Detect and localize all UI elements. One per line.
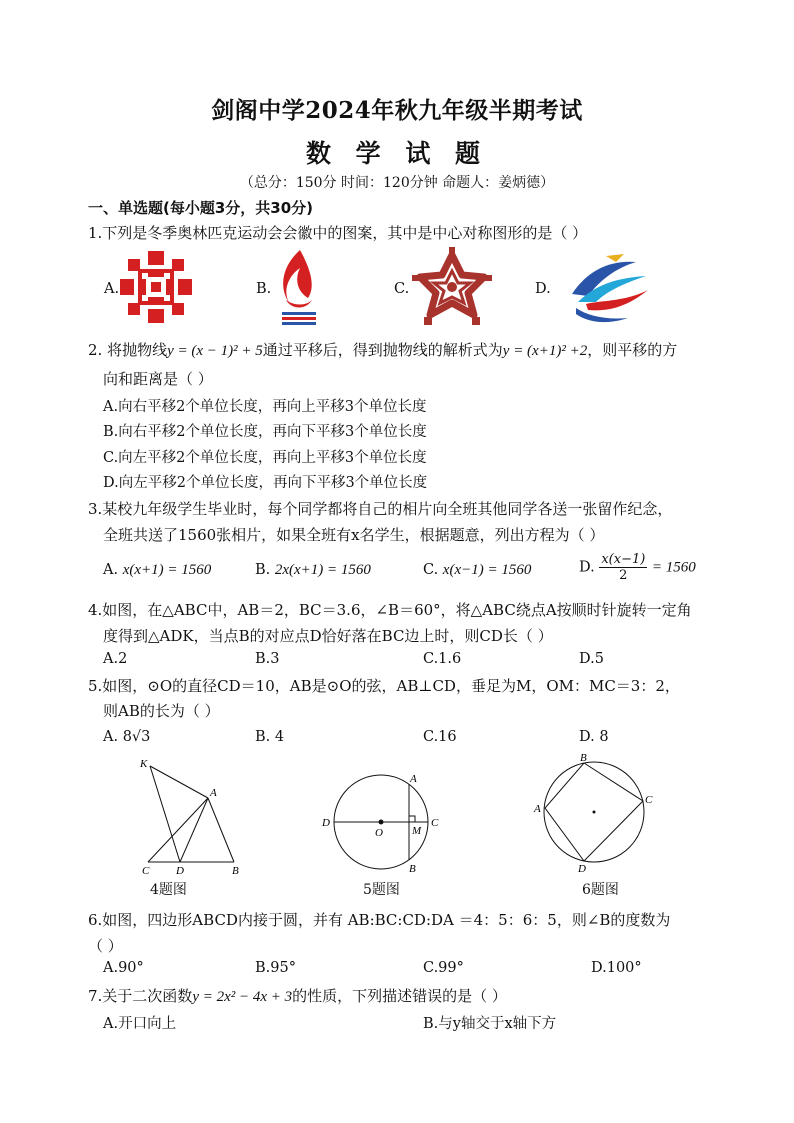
q3-option-d-fraction	[599, 552, 647, 583]
exam-title: 剑阁中学2024年秋九年级半期考试	[211, 97, 583, 124]
emblem-a-icon	[118, 249, 194, 325]
fig5-right-angle	[409, 816, 415, 822]
q3-option-d-numerator: x(x−1)	[601, 552, 646, 567]
fig5-label-a: A	[410, 773, 417, 785]
fig5-label-c: C	[431, 817, 439, 829]
fig5-label-d: D	[322, 817, 330, 829]
q1-option-c: C.	[394, 281, 410, 297]
q4-option-a: A.2	[103, 651, 128, 667]
emblem-d-icon	[566, 250, 652, 326]
q5-option-a: A. 8√3	[103, 729, 151, 745]
q1-option-d: D.	[535, 281, 551, 297]
q2-option-a: A.向右平移2个单位长度，再向上平移3个单位长度	[103, 399, 427, 415]
q6-option-a: A.90°	[103, 960, 144, 976]
fig6-label-a: A	[534, 803, 541, 815]
emblem-c-icon	[412, 247, 492, 327]
q5-option-b: B. 4	[255, 729, 285, 745]
q5-option-d: D. 8	[579, 729, 609, 745]
q1-stem: 1.下列是冬季奥林匹克运动会会徽中的图案，其中是中心对称图形的是（ ）	[88, 224, 588, 242]
exam-info: （总分：150分 时间：120分钟 命题人：姜炳德）	[239, 175, 555, 191]
fig5-label-o: O	[375, 827, 383, 839]
emblem-b-icon	[272, 248, 324, 326]
q3-option-d-denominator: 2	[619, 568, 628, 583]
q6-option-d: D.100°	[591, 960, 642, 976]
q3-option-b-label: B.	[255, 562, 271, 578]
q3-line2: 全班共送了1560张相片，如果全班有x名学生，根据题意，列出方程为（ ）	[103, 526, 605, 544]
q4-line2: 度得到△ADK，当点B的对应点D恰好落在BC边上时，则CD长（ ）	[103, 627, 553, 645]
q1-option-a: A.	[104, 281, 120, 297]
q2-option-c: C.向左平移2个单位长度，再向上平移3个单位长度	[103, 450, 427, 466]
q3-option-b	[255, 562, 371, 579]
q3-option-d-rhs: = 1560	[651, 559, 696, 576]
fig6-label-b: B	[580, 752, 587, 764]
q7-option-b: B.与y轴交于x轴下方	[423, 1016, 557, 1032]
fig5-label-b: B	[409, 863, 416, 875]
q3-option-c	[423, 562, 531, 579]
q7-stem-end: 的性质，下列描述错误的是（ ）	[292, 987, 507, 1005]
q6-option-c: C.99°	[423, 960, 464, 976]
fig4-label-d: D	[176, 865, 184, 877]
figure-6-diagram	[528, 752, 658, 876]
fig5-label-m: M	[412, 825, 422, 837]
section-title: 一、单选题(每小题3分，共30分)	[88, 199, 314, 217]
q5-line1: 5.如图，⊙O的直径CD＝10，AB是⊙O的弦，AB⊥CD，垂足为M，OM：MC＝3：2，	[88, 677, 680, 695]
q2-equation-2: y = (x+1)² +2	[502, 343, 588, 359]
q2-option-d: D.向左平移2个单位长度，再向下平移3个单位长度	[103, 475, 428, 491]
q2-stem-start: 2. 将抛物线	[88, 341, 168, 359]
fig4-label-k: K	[140, 758, 148, 770]
fig5-center-dot	[379, 820, 384, 825]
q4-line1: 4.如图，在△ABC中，AB＝2，BC＝3.6，∠B＝60°，将△ABC绕点A按顺时针旋转一定角	[88, 601, 692, 619]
figure-5-caption: 5题图	[363, 882, 400, 898]
fig4-segment-ac	[148, 798, 208, 862]
q7-option-a: A.开口向上	[103, 1016, 177, 1032]
q3-option-b-eq: 2x(x+1) = 1560	[274, 562, 371, 578]
q2-option-b: B.向右平移2个单位长度，再向下平移3个单位长度	[103, 424, 427, 440]
figure-5-diagram	[318, 768, 444, 876]
q7-stem	[88, 985, 507, 1006]
figure-6-caption: 6题图	[582, 882, 619, 898]
exam-subtitle: 数 学 试 题	[305, 139, 489, 168]
q2-stem	[88, 339, 677, 360]
q4-option-c: C.1.6	[423, 651, 462, 667]
q6-line2: （ ）	[88, 937, 123, 955]
q7-equation: y = 2x² − 4x + 3	[192, 989, 293, 1005]
q5-line2: 则AB的长为（ ）	[103, 702, 220, 720]
q2-equation-1: y = (x − 1)² + 5	[167, 343, 263, 359]
q3-line1: 3.某校九年级学生毕业时，每个同学都将自己的相片向全班其他同学各送一张留作纪念，	[88, 500, 673, 518]
q3-option-a	[103, 562, 211, 579]
q4-option-d: D.5	[579, 651, 604, 667]
fig4-label-a: A	[210, 787, 217, 799]
q2-stem-end: ，则平移的方	[587, 341, 678, 359]
fig4-segment-ab	[208, 798, 234, 862]
fig6-center-dot	[593, 811, 596, 814]
q3-option-a-eq: x(x+1) = 1560	[122, 562, 212, 578]
fig6-label-c: C	[645, 794, 653, 806]
q5-option-c: C.16	[423, 729, 457, 745]
q3-option-d	[579, 552, 696, 583]
fig4-label-b: B	[232, 865, 239, 877]
q3-option-c-label: C.	[423, 562, 439, 578]
q3-option-a-label: A.	[103, 562, 119, 578]
q6-line1: 6.如图，四边形ABCD内接于圆，并有 AB:BC:CD:DA ＝4：5：6：5，则∠B的度数为	[88, 911, 671, 929]
q2-stem-line2: 向和距离是（ ）	[103, 370, 213, 388]
q1-option-b: B.	[256, 281, 272, 297]
q6-option-b: B.95°	[255, 960, 296, 976]
fig4-segment-ad	[180, 798, 208, 862]
figure-4-diagram	[134, 756, 246, 878]
figure-4-caption: 4题图	[150, 882, 187, 898]
q3-option-d-label: D.	[579, 559, 595, 576]
q3-option-c-eq: x(x−1) = 1560	[442, 562, 532, 578]
fig6-label-d: D	[578, 863, 586, 875]
q7-stem-start: 7.关于二次函数	[88, 987, 193, 1005]
q4-option-b: B.3	[255, 651, 280, 667]
q2-stem-mid: 通过平移后，得到抛物线的解析式为	[262, 341, 503, 359]
fig4-label-c: C	[142, 865, 150, 877]
